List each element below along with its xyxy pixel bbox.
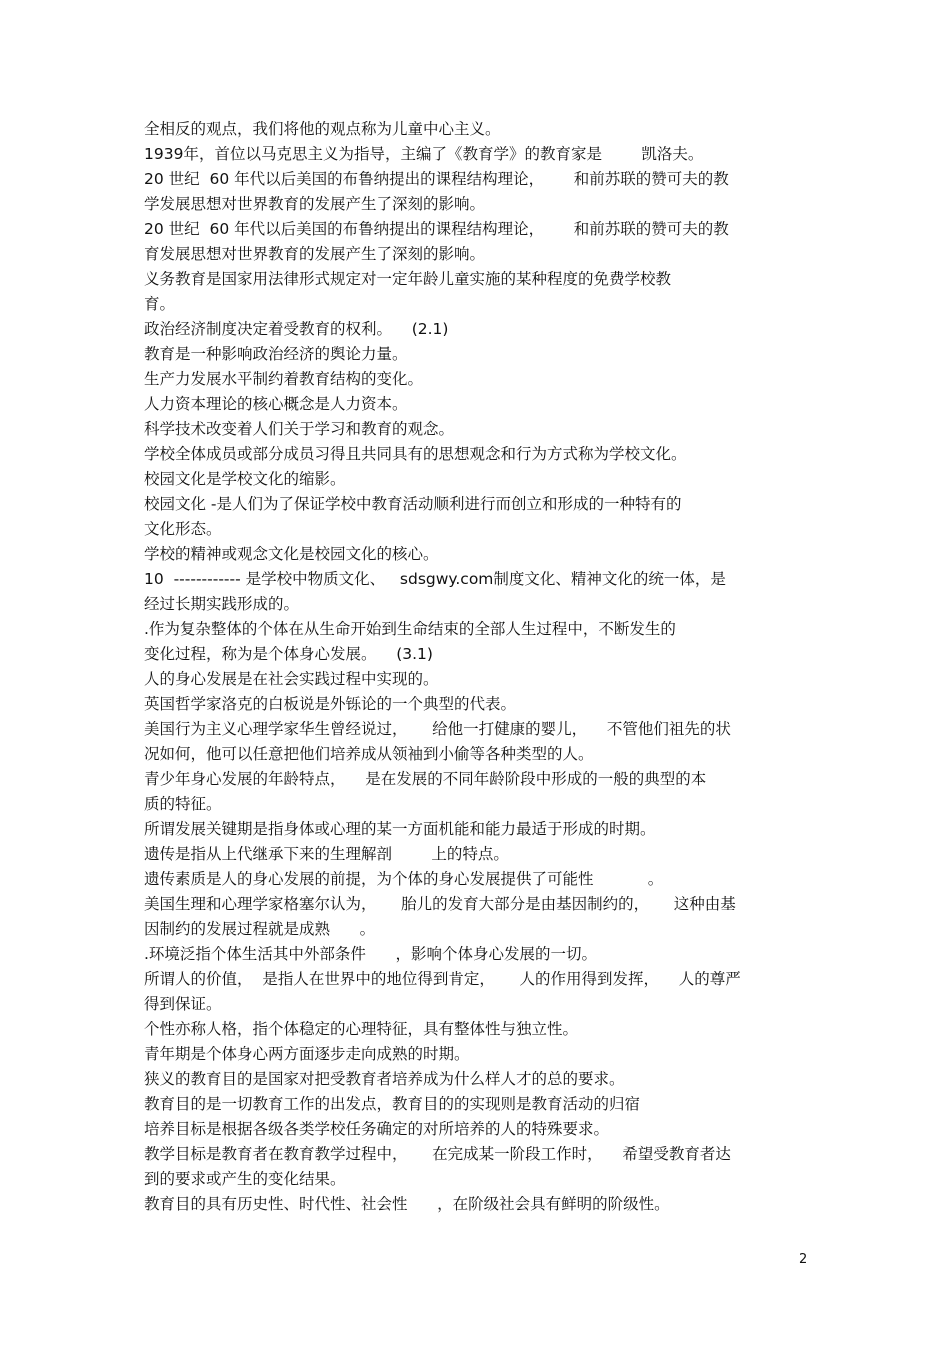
text-line: 美国行为主义心理学家华生曾经说过， 给他一打健康的婴儿， 不管他们祖先的状 (144, 720, 731, 738)
text-line: 1939年，首位以马克思主义为指导，主编了《教育学》的教育家是 凯洛夫。 (144, 145, 704, 163)
text-line: 义务教育是国家用法律形式规定对一定年龄儿童实施的某种程度的免费学校教 (144, 270, 672, 288)
text-line: 所谓人的价值， 是指人在世界中的地位得到肯定， 人的作用得到发挥， 人的尊严 (144, 970, 741, 988)
text-line: 到的要求或产生的变化结果。 (144, 1170, 346, 1188)
text-line: 遗传是指从上代继承下来的生理解剖 上的特点。 (144, 845, 509, 863)
text-line: 变化过程，称为是个体身心发展。 (3.1) (144, 645, 433, 663)
text-line: 人的身心发展是在社会实践过程中实现的。 (144, 670, 439, 688)
text-line: 育发展思想对世界教育的发展产生了深刻的影响。 (144, 245, 486, 263)
text-line: .环境泛指个体生活其中外部条件 ，影响个体身心发展的一切。 (144, 945, 597, 963)
text-line: 况如何，他可以任意把他们培养成从领袖到小偷等各种类型的人。 (144, 745, 594, 763)
text-line: 20 世纪 60 年代以后美国的布鲁纳提出的课程结构理论， 和前苏联的赞可夫的教 (144, 170, 729, 188)
text-line: 个性亦称人格，指个体稳定的心理特征，具有整体性与独立性。 (144, 1020, 579, 1038)
text-line: 得到保证。 (144, 995, 222, 1013)
text-line: 质的特征。 (144, 795, 222, 813)
text-line: 全相反的观点，我们将他的观点称为儿童中心主义。 (144, 120, 501, 138)
text-line: 学校的精神或观念文化是校园文化的核心。 (144, 545, 439, 563)
text-line: 青少年身心发展的年龄特点， 是在发展的不同年龄阶段中形成的一般的典型的本 (144, 770, 707, 788)
text-line: 生产力发展水平制约着教育结构的变化。 (144, 370, 424, 388)
text-line: 因制约的发展过程就是成熟 。 (144, 920, 376, 938)
text-line: 所谓发展关键期是指身体或心理的某一方面机能和能力最适于形成的时期。 (144, 820, 656, 838)
text-line: 科学技术改变着人们关于学习和教育的观念。 (144, 420, 455, 438)
page-number: 2 (799, 1252, 808, 1267)
text-line: 20 世纪 60 年代以后美国的布鲁纳提出的课程结构理论， 和前苏联的赞可夫的教 (144, 220, 729, 238)
text-line: 遗传素质是人的身心发展的前提，为个体的身心发展提供了可能性 。 (144, 870, 664, 888)
text-line: 青年期是个体身心两方面逐步走向成熟的时期。 (144, 1045, 470, 1063)
text-line: 政治经济制度决定着受教育的权利。 (2.1) (144, 320, 449, 338)
text-line: 教育目的具有历史性、时代性、社会性 ，在阶级社会具有鲜明的阶级性。 (144, 1195, 670, 1213)
text-line: 育。 (144, 295, 176, 313)
text-line: 人力资本理论的核心概念是人力资本。 (144, 395, 408, 413)
text-line: 校园文化 -是人们为了保证学校中教育活动顺利进行而创立和形成的一种特有的 (144, 495, 682, 513)
text-line: .作为复杂整体的个体在从生命开始到生命结束的全部人生过程中，不断发生的 (144, 620, 676, 638)
text-line: 教育是一种影响政治经济的舆论力量。 (144, 345, 408, 363)
text-line: 10 ------------ 是学校中物质文化、 sdsgwy.com制度文化、精神文化的统一体，是 (144, 570, 726, 588)
text-line: 文化形态。 (144, 520, 222, 538)
text-line: 培养目标是根据各级各类学校任务确定的对所培养的人的特殊要求。 (144, 1120, 610, 1138)
text-line: 教育目的是一切教育工作的出发点，教育目的的实现则是教育活动的归宿 (144, 1095, 641, 1113)
text-line: 教学目标是教育者在教育教学过程中， 在完成某一阶段工作时， 希望受教育者达 (144, 1145, 731, 1163)
text-line: 学发展思想对世界教育的发展产生了深刻的影响。 (144, 195, 486, 213)
text-line: 经过长期实践形成的。 (144, 595, 300, 613)
text-line: 美国生理和心理学家格塞尔认为， 胎儿的发育大部分是由基因制约的， 这种由基 (144, 895, 736, 913)
text-line: 英国哲学家洛克的白板说是外铄论的一个典型的代表。 (144, 695, 517, 713)
text-line: 校园文化是学校文化的缩影。 (144, 470, 346, 488)
text-line: 狭义的教育目的是国家对把受教育者培养成为什么样人才的总的要求。 (144, 1070, 625, 1088)
text-line: 学校全体成员或部分成员习得且共同具有的思想观念和行为方式称为学校文化。 (144, 445, 687, 463)
